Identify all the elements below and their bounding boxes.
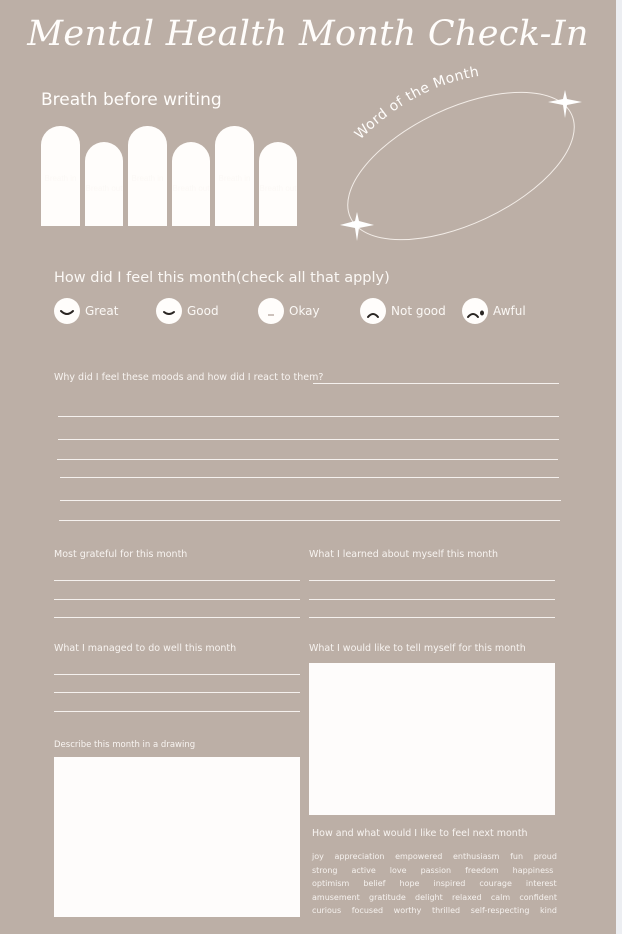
word-of-month-ellipse bbox=[330, 60, 590, 250]
feeling-word[interactable]: happiness bbox=[512, 865, 554, 875]
feelings-word-list bbox=[312, 850, 557, 918]
mood-question: How did I feel this month(check all that apply) bbox=[54, 270, 390, 286]
mood-label: Not good bbox=[391, 304, 446, 318]
page-title: Mental Health Month Check-In bbox=[27, 14, 589, 54]
word-row bbox=[312, 904, 557, 918]
feeling-word[interactable]: freedom bbox=[465, 865, 499, 875]
drawing-box[interactable] bbox=[54, 757, 300, 917]
mood-label: Awful bbox=[493, 304, 526, 318]
arch-text: Breath in bbox=[218, 174, 251, 183]
feeling-word[interactable]: self-respecting bbox=[470, 906, 530, 915]
drawing-heading: Describe this month in a drawing bbox=[54, 740, 196, 750]
feeling-word[interactable]: relaxed bbox=[451, 892, 482, 902]
feeling-word[interactable]: passion bbox=[420, 865, 452, 875]
writing-line[interactable] bbox=[59, 520, 560, 521]
awful-face-icon bbox=[462, 298, 488, 324]
writing-line[interactable] bbox=[309, 580, 555, 581]
feeling-word[interactable]: focused bbox=[351, 906, 384, 915]
breath-label: Breath before writing bbox=[41, 90, 222, 110]
great-face-icon bbox=[54, 298, 80, 324]
grateful-heading: Most grateful for this month bbox=[54, 549, 188, 560]
writing-line[interactable] bbox=[60, 477, 559, 478]
good-face-icon bbox=[156, 298, 182, 324]
breath-arch bbox=[128, 126, 167, 226]
feeling-word[interactable]: thrilled bbox=[431, 906, 461, 915]
managed-heading: What I managed to do well this month bbox=[54, 643, 237, 654]
breath-arch bbox=[215, 126, 254, 226]
feeling-word[interactable]: courage bbox=[479, 879, 512, 888]
arch-text: Breath out bbox=[85, 184, 123, 193]
writing-line[interactable] bbox=[54, 599, 300, 600]
next-month-heading: How and what would I like to feel next month bbox=[312, 828, 528, 839]
feeling-word[interactable]: worthy bbox=[393, 906, 422, 915]
sparkle-icon bbox=[548, 90, 582, 118]
feeling-word[interactable]: empowered bbox=[395, 852, 443, 861]
feeling-word[interactable]: confident bbox=[519, 892, 557, 902]
feeling-word[interactable]: kind bbox=[539, 906, 557, 915]
why-prompt: Why did I feel these moods and how did I react to them? bbox=[54, 372, 324, 383]
writing-line[interactable] bbox=[58, 439, 559, 440]
writing-line[interactable] bbox=[60, 500, 561, 501]
feeling-word[interactable]: love bbox=[389, 865, 407, 875]
writing-line[interactable] bbox=[54, 617, 300, 618]
mood-option-awful[interactable] bbox=[462, 298, 526, 324]
writing-line[interactable] bbox=[313, 383, 559, 384]
feeling-word[interactable]: gratitude bbox=[368, 892, 406, 902]
feeling-word[interactable]: interest bbox=[525, 879, 557, 888]
arch-text: Breath out bbox=[172, 184, 210, 193]
feeling-word[interactable]: belief bbox=[363, 879, 386, 888]
feeling-word[interactable]: delight bbox=[415, 892, 443, 902]
breath-arch bbox=[41, 126, 80, 226]
word-of-month[interactable] bbox=[330, 60, 590, 250]
feeling-word[interactable]: proud bbox=[533, 852, 557, 861]
sparkle-icon bbox=[340, 212, 374, 241]
writing-line[interactable] bbox=[57, 459, 558, 460]
writing-line[interactable] bbox=[309, 599, 555, 600]
breath-arch bbox=[172, 142, 210, 226]
learned-heading: What I learned about myself this month bbox=[309, 549, 499, 560]
feeling-word[interactable]: fun bbox=[510, 852, 524, 861]
writing-line[interactable] bbox=[54, 674, 300, 675]
word-row bbox=[312, 850, 557, 864]
mood-option-good[interactable] bbox=[156, 298, 219, 324]
writing-line[interactable] bbox=[54, 692, 300, 693]
word-row bbox=[312, 877, 557, 891]
feeling-word[interactable]: active bbox=[351, 865, 376, 875]
feeling-word[interactable]: enthusiasm bbox=[452, 852, 500, 861]
arch-text: Breath in bbox=[131, 174, 164, 183]
okay-face-icon bbox=[258, 298, 284, 324]
feeling-word[interactable]: optimism bbox=[312, 879, 350, 888]
feeling-word[interactable]: strong bbox=[312, 865, 338, 875]
feeling-word[interactable]: inspired bbox=[433, 879, 466, 888]
feeling-word[interactable]: amusement bbox=[312, 892, 360, 902]
feeling-word[interactable]: joy bbox=[312, 852, 324, 861]
writing-line[interactable] bbox=[54, 711, 300, 712]
mood-label: Great bbox=[85, 304, 119, 318]
word-of-month-label: Word of the Month bbox=[351, 63, 481, 143]
mood-label: Okay bbox=[289, 304, 320, 318]
arch-text: Breath in bbox=[44, 174, 77, 183]
mood-option-great[interactable] bbox=[54, 298, 118, 324]
word-row bbox=[312, 891, 557, 905]
tell-myself-heading: What I would like to tell myself for this month bbox=[309, 643, 526, 654]
tell-myself-box[interactable] bbox=[309, 663, 555, 815]
breath-arch bbox=[85, 142, 123, 226]
writing-line[interactable] bbox=[54, 580, 300, 581]
feeling-word[interactable]: curious bbox=[312, 906, 342, 915]
writing-line[interactable] bbox=[58, 416, 559, 417]
not-good-face-icon bbox=[360, 298, 386, 324]
writing-line[interactable] bbox=[309, 617, 555, 618]
feeling-word[interactable]: hope bbox=[399, 879, 420, 888]
mood-label: Good bbox=[187, 304, 219, 318]
feeling-word[interactable]: calm bbox=[490, 892, 511, 902]
word-row bbox=[312, 864, 557, 878]
arch-text: Breath out bbox=[259, 184, 297, 193]
feeling-word[interactable]: appreciation bbox=[334, 852, 385, 861]
breath-arch bbox=[259, 142, 297, 226]
mood-option-not-good[interactable] bbox=[360, 298, 446, 324]
mood-option-okay[interactable] bbox=[258, 298, 320, 324]
